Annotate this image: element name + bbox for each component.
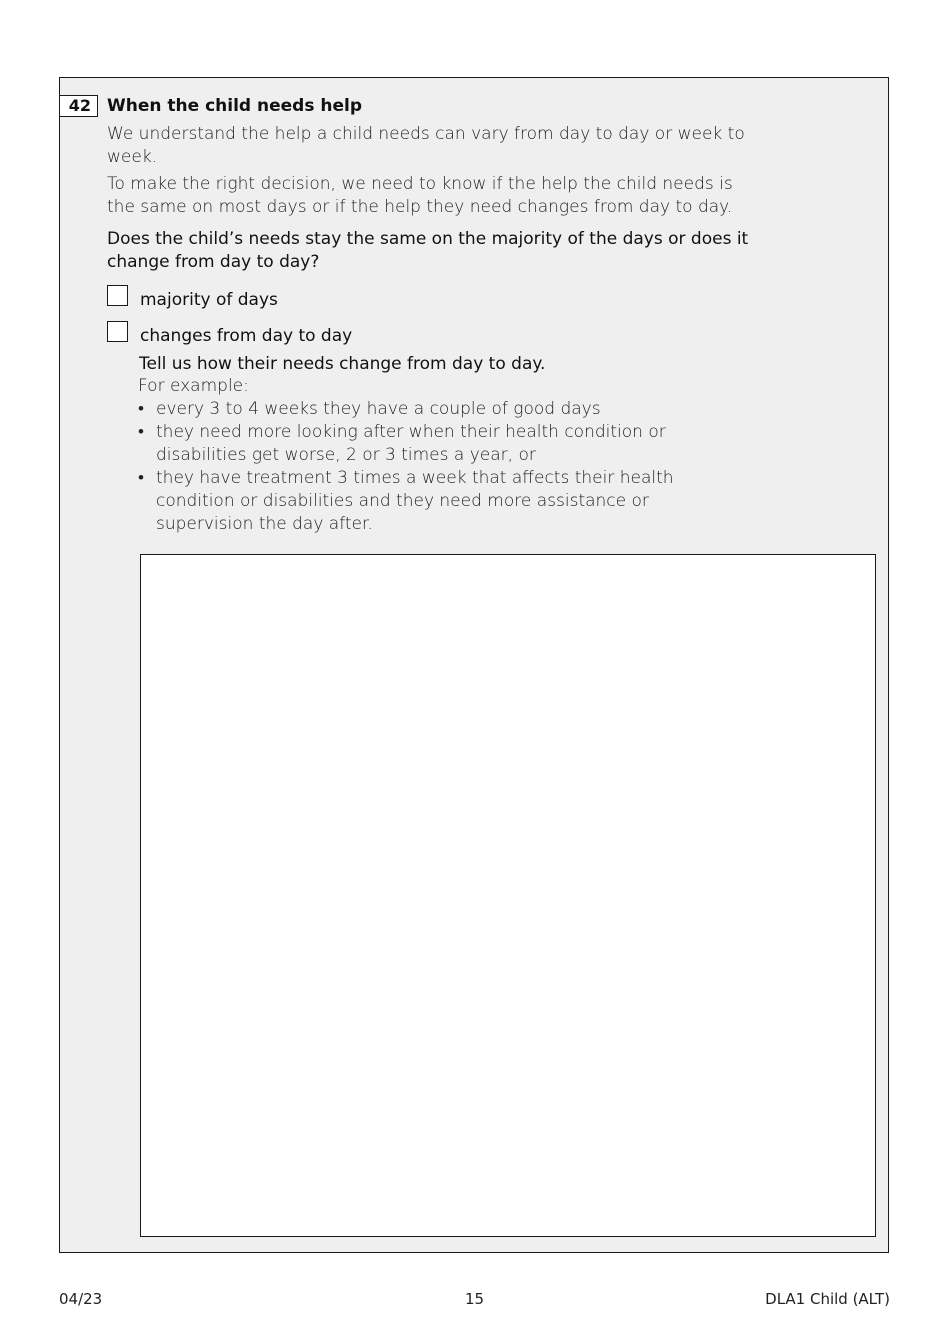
majority-of-days-checkbox[interactable] [107, 285, 128, 306]
question-prompt: Does the child’s needs stay the same on the majority of the days or does it change from day to day? [107, 229, 749, 272]
followup-example-label: For example: [138, 376, 249, 396]
list-item: • they need more looking after when their health condition or disabilities get worse, 2 or 3 times a year, or [138, 422, 666, 465]
list-item: • they have treatment 3 times a week that affects their health condition or disabilities and they need more assistance or supervision the day after. [138, 468, 674, 534]
changes-day-to-day-checkbox[interactable] [107, 321, 128, 342]
followup-heading: Tell us how their needs change from day to day. [139, 354, 546, 374]
answer-textarea[interactable] [140, 554, 876, 1237]
intro-paragraph-1: We understand the help a child needs can vary from day to day or week to week. [107, 124, 745, 167]
examples-list [138, 398, 698, 536]
majority-of-days-label: majority of days [140, 290, 278, 310]
bullet-icon: • [138, 422, 144, 442]
bullet-icon: • [138, 399, 144, 419]
question-panel [59, 77, 889, 1253]
bullet-icon: • [138, 468, 144, 488]
list-item: • every 3 to 4 weeks they have a couple of good days [138, 399, 601, 419]
question-number: 42 [60, 95, 98, 117]
footer-page-number: 15 [465, 1290, 485, 1308]
question-title: When the child needs help [107, 96, 362, 116]
footer-date: 04/23 [59, 1290, 103, 1308]
footer-form-code: DLA1 Child (ALT) [765, 1290, 890, 1308]
intro-paragraph-2: To make the right decision, we need to know if the help the child needs is the same on most days or if the help they need changes from day to day. [107, 174, 733, 217]
changes-day-to-day-label: changes from day to day [140, 326, 353, 346]
